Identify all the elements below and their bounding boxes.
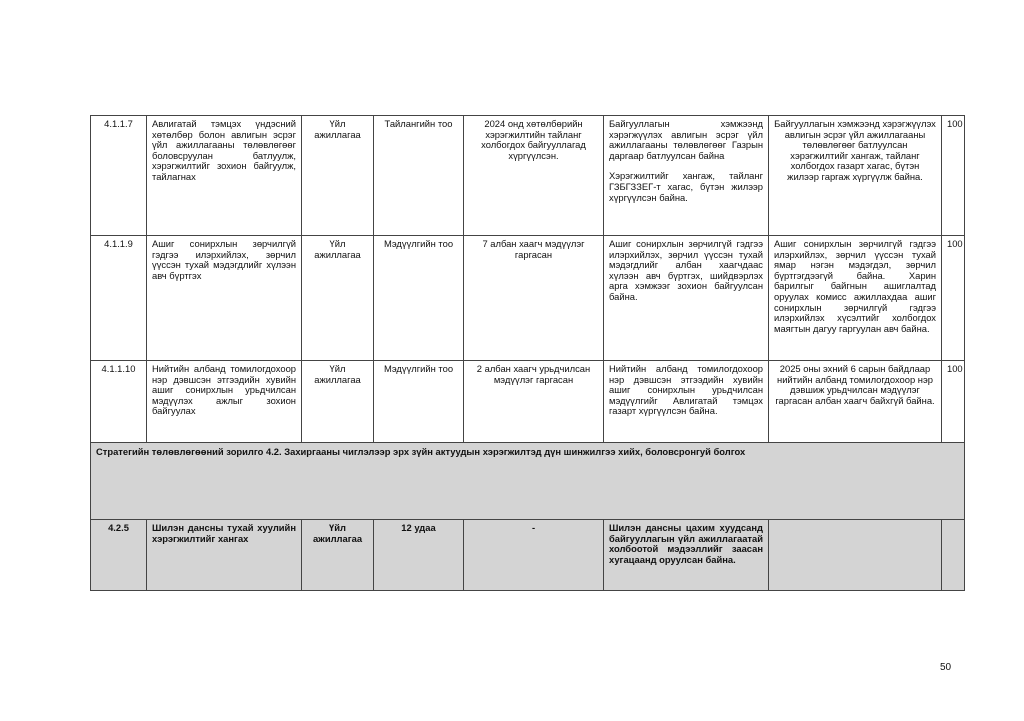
row-score: 100: [942, 361, 965, 443]
row-indicator: Мэдүүлгийн тоо: [374, 361, 464, 443]
row-report: Ашиг сонирхлын зөрчилгүй гэдгээ илэрхийлэх, зөрчил үүссэн тухай мэдэгдлийг албан хаагчдаас хүлээн авч бүртгэх, шийдвэрлэх арга хэмжээг зохион байгуулсан байна.: [604, 236, 769, 361]
table-row: [91, 361, 965, 443]
report-paragraph: Хэрэгжилтийг хангаж, тайланг ГЗБГЗЗЕГ-т хагас, бүтэн жилээр хүргүүлсэн байна.: [609, 170, 763, 203]
row-type: Үйл ажиллагаа: [302, 520, 374, 591]
page-number: 50: [940, 662, 952, 673]
row-indicator: Тайлангийн тоо: [374, 116, 464, 236]
row-type: Үйл ажиллагаа: [302, 236, 374, 361]
row-code: 4.1.1.7: [91, 116, 147, 236]
row-target: 7 албан хаагч мэдүүлэг гаргасан: [464, 236, 604, 361]
row-score: [942, 520, 965, 591]
row-code: 4.1.1.10: [91, 361, 147, 443]
table-row: [91, 116, 965, 236]
row-report: Нийтийн албанд томилогдохоор нэр дэвшсэн этгээдийн хувийн ашиг сонирхлын урьдчилсан мэдүүлгийг Авлигатай тэмцэх газарт хүргүүлсэн байна.: [604, 361, 769, 443]
row-report: [604, 116, 769, 236]
row-type: Үйл ажиллагаа: [302, 116, 374, 236]
report-paragraph: Байгууллагын хэмжээнд хэрэгжүүлэх авлигын эсрэг үйл ажиллагааны төлөвлөгөөг Газрын даргаар батлуулсан байна: [609, 118, 763, 161]
row-type: Үйл ажиллагаа: [302, 361, 374, 443]
row-target: 2 албан хаагч урьдчилсан мэдүүлэг гаргасан: [464, 361, 604, 443]
goal-heading-row: [91, 443, 965, 520]
row-assessment: Ашиг сонирхлын зөрчилгүй гэдгээ илэрхийлэх, зөрчил үүссэн тухай ямар нэгэн мэдэгдэл, зөрчил бүртгэгдээгүй байна. Харин барилгыг байгнын ашиглалтад оруулах комисс ажиллахдаа ашиг сонирхлын зөрчилгүй гэдгээ илэрхийлэх хүсэлтийг холбогдох маягтын дагуу гаргуулан авч байна.: [769, 236, 942, 361]
evaluation-table: [90, 115, 965, 591]
table-row: [91, 236, 965, 361]
row-indicator: Мэдүүлгийн тоо: [374, 236, 464, 361]
row-assessment: [769, 520, 942, 591]
row-target: 2024 онд хөтөлбөрийн хэрэгжилтийн тайланг холбогдох байгууллагад хүргүүлсэн.: [464, 116, 604, 236]
row-activity: Ашиг сонирхлын зөрчилгүй гэдгээ илэрхийлэх, зөрчил үүссэн тухай мэдэгдлийг хүлээн авч бүртгэх: [147, 236, 302, 361]
row-activity: Нийтийн албанд томилогдохоор нэр дэвшсэн этгээдийн хувийн ашиг сонирхлын урьдчилсан мэдүүлэх ажлыг зохион байгуулах: [147, 361, 302, 443]
row-assessment: 2025 оны эхний 6 сарын байдлаар нийтийн албанд томилогдохоор нэр дэвшиж урьдчилсан мэдүүлэг гаргасан албан хаагч байхгүй байна.: [769, 361, 942, 443]
goal-heading: Стратегийн төлөвлөгөөний зорилго 4.2. Захиргааны чиглэлээр эрх зүйн актуудын хэрэгжилтэд дүн шинжилгээ хийх, боловсронгуй болгох: [91, 443, 965, 520]
row-activity: Шилэн дансны тухай хуулийн хэрэгжилтийг хангах: [147, 520, 302, 591]
table-row: [91, 520, 965, 591]
row-activity: Авлигатай тэмцэх үндэсний хөтөлбөр болон авлигын эсрэг үйл ажиллагааны төлөвлөгөөг боловсруулан батлуулж, хэрэгжилтийг зохион байгуулж, тайлагнах: [147, 116, 302, 236]
row-score: 100: [942, 236, 965, 361]
row-code: 4.2.5: [91, 520, 147, 591]
row-code: 4.1.1.9: [91, 236, 147, 361]
row-indicator: 12 удаа: [374, 520, 464, 591]
row-assessment: Байгууллагын хэмжээнд хэрэгжүүлэх авлигын эсрэг үйл ажиллагааны төлөвлөгөөг батлуулсан хэрэгжилтийг хангаж, тайланг холбогдох газарт хагас, бүтэн жилээр гаргаж хүргүүлж байна.: [769, 116, 942, 236]
row-target: -: [464, 520, 604, 591]
row-score: 100: [942, 116, 965, 236]
row-report: Шилэн дансны цахим хуудсанд байгууллагын үйл ажиллагаатай холбоотой мэдээллийг заасан хугацаанд оруулсан байна.: [604, 520, 769, 591]
